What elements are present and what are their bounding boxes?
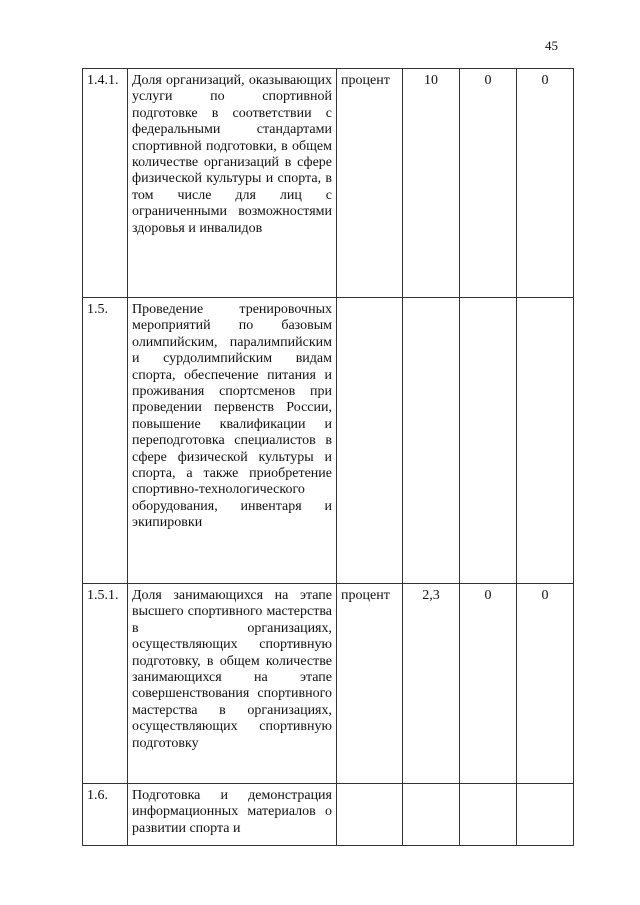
indicator-name: Проведение тренировочных мероприятий по базовым олимпийским, паралимпийским и сурдолимпийским видам спорта, обеспечение питания и проживания спортсменов при проведении первенств России, повышение квалификации и переподготовка специалистов в сфере физической культуры и спорта, а также приобретение спортивно-технологического оборудования, инвентаря и экипировки <box>128 298 337 584</box>
value-cell-1 <box>403 298 460 584</box>
value-cell-3 <box>517 784 574 846</box>
unit-cell: процент <box>337 584 403 784</box>
table-row <box>83 298 574 584</box>
row-number: 1.5.1. <box>83 584 128 784</box>
value-cell-2 <box>460 298 517 584</box>
indicators-table <box>82 68 574 846</box>
value-cell-3: 0 <box>517 584 574 784</box>
indicator-name: Доля занимающихся на этапе высшего спортивного мастерства в организациях, осуществляющих спортивную подготовку, в общем количестве занимающихся на этапе совершенствования спортивного мастерства в организациях, осуществляющих спортивную подготовку <box>128 584 337 784</box>
table-row <box>83 784 574 846</box>
value-cell-1 <box>403 784 460 846</box>
value-cell-2: 0 <box>460 584 517 784</box>
unit-cell <box>337 298 403 584</box>
value-cell-3: 0 <box>517 69 574 298</box>
table-row <box>83 69 574 298</box>
row-number: 1.5. <box>83 298 128 584</box>
value-cell-2: 0 <box>460 69 517 298</box>
unit-cell: процент <box>337 69 403 298</box>
page-number: 45 <box>545 38 558 53</box>
table-row <box>83 584 574 784</box>
unit-cell <box>337 784 403 846</box>
row-number: 1.4.1. <box>83 69 128 298</box>
indicator-name: Подготовка и демонстрация информационных материалов о развитии спорта и <box>128 784 337 846</box>
indicator-name: Доля организаций, оказывающих услуги по спортивной подготовке в соответствии с федеральными стандартами спортивной подготовки, в общем количестве организаций в сфере физической культуры и спорта, в том числе для лиц с ограниченными возможностями здоровья и инвалидов <box>128 69 337 298</box>
value-cell-1: 2,3 <box>403 584 460 784</box>
value-cell-1: 10 <box>403 69 460 298</box>
row-number: 1.6. <box>83 784 128 846</box>
value-cell-2 <box>460 784 517 846</box>
value-cell-3 <box>517 298 574 584</box>
